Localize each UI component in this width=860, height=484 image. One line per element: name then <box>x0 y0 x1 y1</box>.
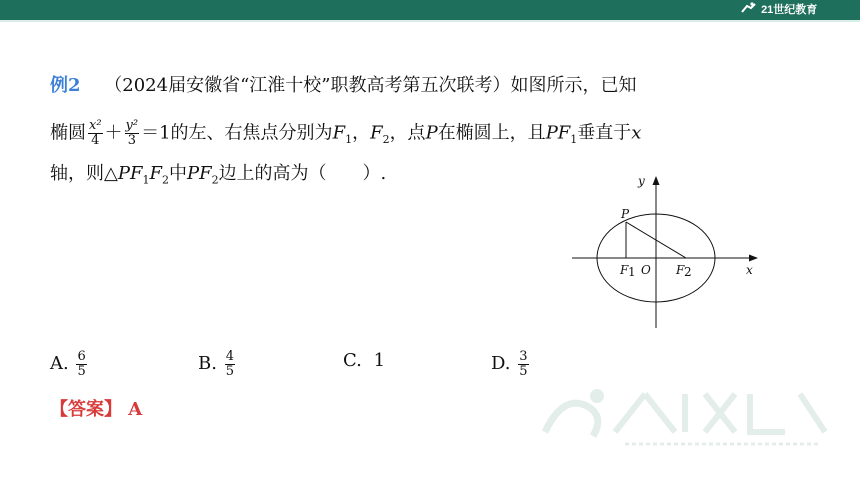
option-letter: A. <box>50 353 69 374</box>
watermark-head-icon <box>590 389 604 403</box>
triangle-pf: PF <box>117 163 143 184</box>
option-b-fraction <box>225 350 235 379</box>
top-banner-underline <box>0 20 860 22</box>
option-a[interactable] <box>50 344 89 384</box>
brand-name: 21世纪教育 <box>761 4 818 16</box>
point-f1-label: F <box>620 263 629 277</box>
brand-logo <box>740 2 844 18</box>
pf2-subscript: 2 <box>211 173 219 187</box>
fraction-numerator: y² <box>125 118 139 133</box>
option-c-value: 1 <box>373 350 386 371</box>
fraction-numerator: 3 <box>519 348 528 364</box>
pf1-symbol: PF <box>545 122 571 144</box>
fraction-denominator: 3 <box>127 133 136 148</box>
answer-value: A <box>128 399 143 420</box>
pf1-subscript: 1 <box>570 133 578 147</box>
problem-line-3 <box>50 161 386 194</box>
pf2-symbol: PF <box>186 163 212 184</box>
point-f2-label: F <box>676 263 685 277</box>
text-in: 中 <box>168 163 187 184</box>
runner-logo-icon <box>740 2 758 14</box>
p-symbol: P <box>425 122 438 144</box>
x-symbol: x <box>631 122 642 144</box>
ellipse-diagram <box>570 170 770 330</box>
option-a-fraction <box>76 350 86 379</box>
text-axis: 轴，则 <box>50 163 104 184</box>
option-letter: C. <box>343 350 362 371</box>
triangle-sub-1: 1 <box>142 173 150 187</box>
watermark-logo <box>535 380 835 452</box>
text-equals: ＝1的左、右焦点分别为 <box>141 122 333 144</box>
point-f2-subscript: 2 <box>684 265 692 279</box>
comma: ， <box>352 122 371 144</box>
triangle-f: F <box>149 163 162 184</box>
top-banner <box>0 0 860 20</box>
fraction-denominator: 5 <box>225 363 234 379</box>
text-ellipse: 椭圆 <box>50 122 86 144</box>
text-point: ，点 <box>389 122 426 144</box>
f2-subscript: 2 <box>382 133 390 147</box>
y-axis-label: y <box>638 174 645 188</box>
f1-subscript: 1 <box>345 133 353 147</box>
option-letter: D. <box>491 353 511 374</box>
y-axis-arrow-icon <box>653 176 660 185</box>
fraction-numerator: 4 <box>225 348 234 364</box>
f2-symbol: F <box>370 122 383 144</box>
fraction-numerator: x² <box>89 118 102 133</box>
origin-label: O <box>641 263 651 277</box>
triangle-symbol: △ <box>104 163 118 184</box>
problem-line-1 <box>50 73 636 99</box>
text-on-ellipse: 在椭圆上，且 <box>437 122 546 144</box>
f1-symbol: F <box>332 122 346 144</box>
option-c[interactable] <box>343 341 385 381</box>
watermark-text-shape <box>615 394 825 432</box>
answer-label: 【答案】 <box>50 399 122 420</box>
option-d[interactable] <box>491 344 531 384</box>
fraction-x2-over-4 <box>88 119 103 148</box>
fraction-numerator: 6 <box>77 348 86 364</box>
fraction-denominator: 5 <box>77 363 86 379</box>
fraction-y2-over-3 <box>125 119 140 148</box>
answer-line <box>50 396 142 424</box>
example-tag: 例2 <box>50 75 81 96</box>
point-f1-subscript: 1 <box>628 265 636 279</box>
option-b[interactable] <box>198 344 237 384</box>
option-letter: B. <box>198 353 217 374</box>
problem-line-2 <box>50 119 641 153</box>
watermark-runner-icon <box>545 403 598 436</box>
plus-sign: ＋ <box>104 122 123 144</box>
fraction-denominator: 5 <box>519 363 528 379</box>
text-height-question: 边上的高为（ ）. <box>218 163 387 184</box>
problem-source: （2024届安徽省“江淮十校”职教高考第五次联考）如图所示，已知 <box>104 75 637 96</box>
triangle-sub-2: 2 <box>161 173 169 187</box>
fraction-denominator: 4 <box>91 133 100 148</box>
x-axis-arrow-icon <box>749 255 758 262</box>
point-p-label: P <box>621 207 630 221</box>
text-perpendicular: 垂直于 <box>577 122 632 144</box>
x-axis-label: x <box>746 263 753 277</box>
option-d-fraction <box>518 350 528 379</box>
